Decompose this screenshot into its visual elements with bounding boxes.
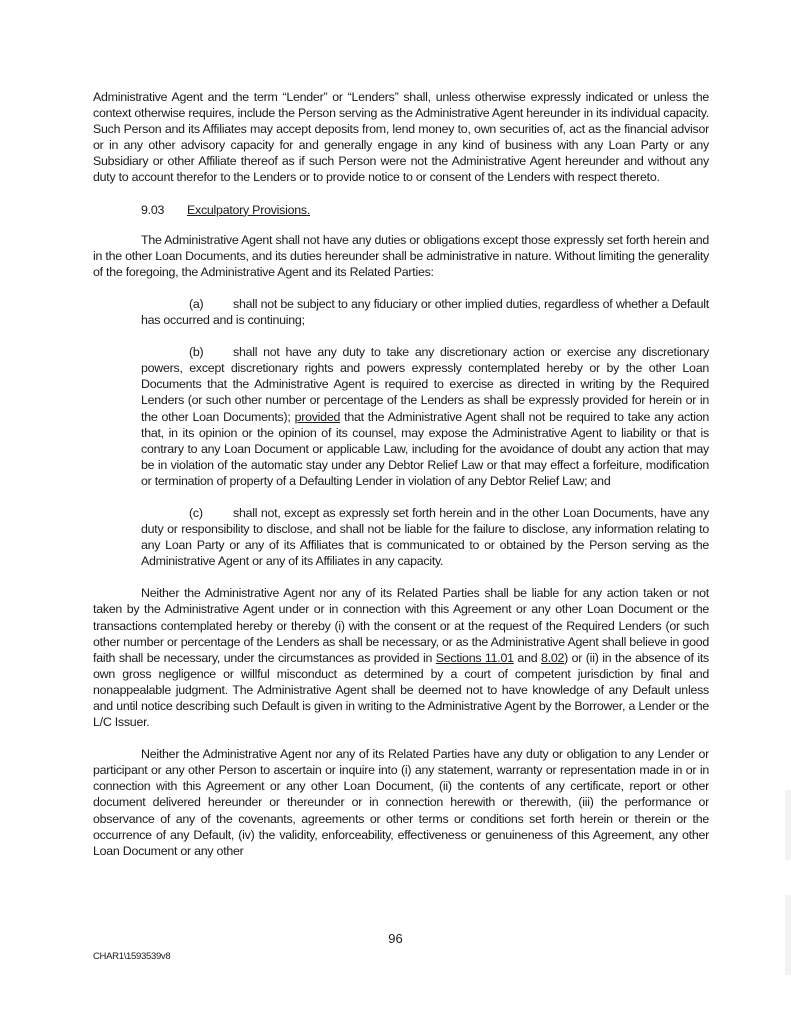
document-page: [93, 89, 709, 875]
clause-a: [141, 296, 709, 328]
clause-text: shall not, except as expressly set forth herein and in the other Loan Documents, have any duty or responsibility to disclose, and shall not be liable for the failure to disclose, any information relating to any Loan Party or any of its Affiliates that is communicated to or obtained by the Person serving as the Administrative Agent or any of its Affiliates in any capacity.: [141, 505, 709, 569]
section-reference-8-02: 8.02: [541, 650, 565, 665]
section-intro-paragraph: The Administrative Agent shall not have any duties or obligations except those expressly set forth herein and in the other Loan Documents, and its duties hereunder shall be administrative in nature. Without limiting the generality of the foregoing, the Administrative Agent and its Related Parties:: [93, 232, 709, 279]
clause-b: [141, 344, 709, 489]
page-number: 96: [388, 931, 403, 946]
intro-paragraph: Administrative Agent and the term “Lender” or “Lenders” shall, unless otherwise expressly indicated or unless the context otherwise requires, include the Person serving as the Administrative Agent hereunder in its individual capacity. Such Person and its Affiliates may accept deposits from, lend money to, own securities of, act as the financial advisor or in any other advisory capacity for and generally engage in any kind of business with any Loan Party or any Subsidiary or other Affiliate thereof as if such Person were not the Administrative Agent hereunder and without any duty to account therefor to the Lenders or to provide notice to or consent of the Lenders with respect thereto.: [93, 90, 709, 185]
section-heading: [141, 202, 709, 218]
liability-text: Neither the Administrative Agent nor any of its Related Parties shall be liable for any action taken or not taken by the Administrative Agent under or in connection with this Agreement or any other Loan Document or the transactions contemplated hereby or thereby (i) with the consent or at the request of the Required Lenders (or such other number or percentage of the Lenders as shall be necessary, or as the Administrative Agent shall believe in good faith shall be necessary, under the circumstances as provided in: [93, 586, 709, 665]
clause-c: [141, 505, 709, 569]
clause-label: (a): [189, 296, 204, 311]
section-number: 9.03: [141, 202, 165, 217]
liability-text-rest: ) or (ii) in the absence of its own gross negligence or willful misconduct as determined by a court of competent jurisdiction by final and nonappealable judgment. The Administrative Agent shall be deemed not to have knowledge of any Default unless and until notice describing such Default is given in writing to the Administrative Agent by the Borrower, a Lender or the L/C Issuer.: [93, 650, 709, 730]
liability-text-and: and: [513, 650, 541, 665]
clause-label: (c): [189, 505, 203, 520]
section-title: Exculpatory Provisions.: [187, 202, 311, 217]
scan-edge-artifact: [785, 790, 791, 860]
clause-label: (b): [189, 345, 204, 360]
clause-text: shall not have any duty to take any discretionary action or exercise any discretionary powers, except discretionary rights and powers expressly contemplated hereby or by the other Loan Documents that the Administrative Agent is required to exercise as directed in writing by the Required Lenders (or such other number or percentage of the Lenders as shall be expressly provided for herein or in the other Loan Documents);: [141, 345, 709, 424]
clause-text: shall not be subject to any fiduciary or other implied duties, regardless of whether a Default has occurred and is continuing;: [141, 296, 709, 328]
inquiry-paragraph: Neither the Administrative Agent nor any of its Related Parties have any duty or obligation to any Lender or participant or any other Person to ascertain or inquire into (i) any statement, warranty or representation made in or in connection with this Agreement or any other Loan Document, (ii) the contents of any certificate, report or other document delivered hereunder or thereunder or in connection herewith or therewith, (iii) the performance or observance of any of the covenants, agreements or other terms or conditions set forth herein or therein or the occurrence of any Default, (iv) the validity, enforceability, effectiveness or genuineness of this Agreement, any other Loan Document or any other: [93, 747, 709, 858]
document-id: CHAR1\1593539v8: [93, 951, 171, 962]
section-reference-11-01: Sections 11.01: [435, 650, 514, 665]
scan-edge-artifact: [785, 895, 791, 975]
clause-text-continued: that the Administrative Agent shall not be required to take any action that, in its opinion or the opinion of its counsel, may expose the Administrative Agent to liability or that is contrary to any Loan Document or applicable Law, including for the avoidance of doubt any action that may be in violation of the automatic stay under any Debtor Relief Law or that may effect a forfeiture, modification or termination of property of a Defaulting Lender in violation of any Debtor Relief Law; and: [141, 409, 709, 488]
provided-term: provided: [294, 409, 341, 424]
liability-paragraph: [93, 585, 709, 730]
